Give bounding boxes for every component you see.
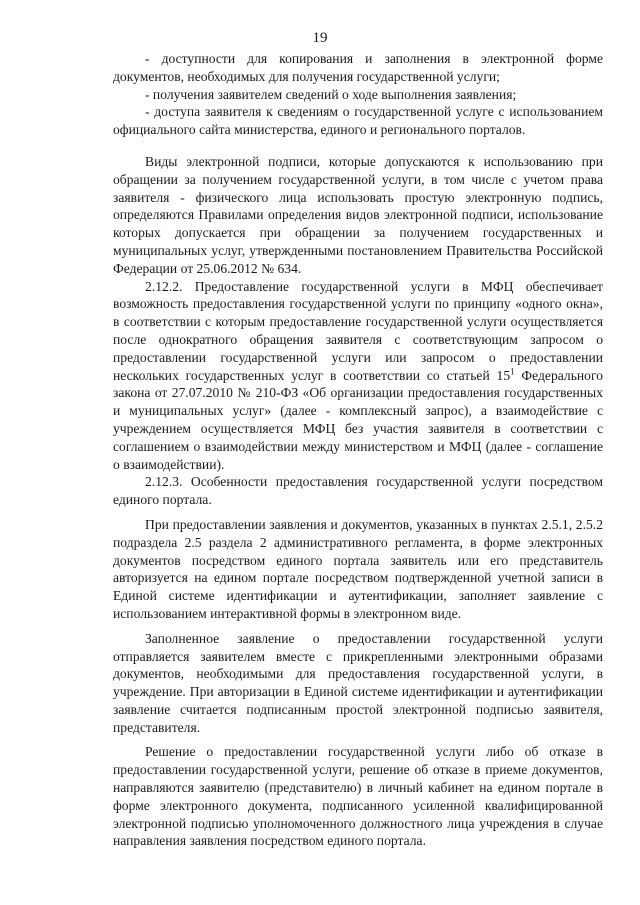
- paragraph-copy-fill-access: - доступности для копирования и заполнения в электронной форме документов, необходимых для получения государственной услуги;: [113, 51, 603, 84]
- paragraph-2-12-2: [113, 278, 603, 474]
- paragraph-filled-application: Заполненное заявление о предоставлении государственной услуги отправляется заявителем вместе с прикрепленными электронными образами документов, необходимыми для предоставления государственной услуги, в учреждение. При авторизации в Единой системе идентификации и аутентификации заявление считается подписанным простой электронной подписью заявителя, представителя.: [113, 630, 603, 735]
- paragraph-2-12-2-part1: 2.12.2. Предоставление государственной услуги в МФЦ обеспечивает возможность предоставления государственной услуги по принципу «одного окна», в соответствии с которым предоставление государственной услуги осуществляется после однократного обращения заявителя с соответствующим запросом о предоставлении государственной услуги или запросом о предоставлении нескольких государственных услуг в соответствии со статьей 15: [113, 278, 603, 383]
- document-body: [113, 50, 603, 850]
- page-number: 19: [312, 30, 328, 46]
- article-superscript: 1: [510, 366, 515, 377]
- paragraph-status-info: - получения заявителем сведений о ходе выполнения заявления;: [145, 86, 517, 102]
- paragraph-2-12-2-part2: Федерального закона от 27.07.2010 № 210-ФЗ «Об организации предоставления государственных и муниципальных услуг» (далее - комплексный запрос), а взаимодействие с учреждением осуществляется МФЦ без участия заявителя в соответствии с соглашением о взаимодействии между министерством и МФЦ (далее - соглашение о взаимодействии).: [113, 367, 604, 472]
- paragraph-electronic-signature: Виды электронной подписи, которые допускаются к использованию при обращении за получением государственной услуги, в том числе с учетом права заявителя - физического лица использовать простую электронную подпись, определяются Правилами определения видов электронной подписи, использование которых допускается при обращении за получением государственных и муниципальных услуг, утвержденными постановлением Правительства Российской Федерации от 25.06.2012 № 634.: [113, 153, 603, 276]
- paragraph-portal-access: - доступа заявителя к сведениям о государственной услуге с использованием официального сайта министерства, единого и регионального порталов.: [113, 104, 603, 138]
- paragraph-2-12-3: 2.12.3. Особенности предоставления государственной услуги посредством единого портала.: [113, 474, 603, 508]
- paragraph-decision: Решение о предоставлении государственной услуги либо об отказе в предоставлении государственной услуги, решение об отказе в приеме документов, направляются заявителю (представителю) в личный кабинет на едином портале в форме электронного документа, подписанного усиленной квалифицированной электронной подписью уполномоченного должностного лица учреждения в случае направления заявления посредством единого портала.: [113, 744, 603, 849]
- paragraph-application-submission: При предоставлении заявления и документов, указанных в пунктах 2.5.1, 2.5.2 подраздела 2.5 раздела 2 административного регламента, в форме электронных документов посредством единого портала заявитель или его представитель авторизуется на едином портале посредством подтвержденной учетной записи в Единой системе идентификации и аутентификации, заполняет заявление с использованием интерактивной формы в электронном виде.: [113, 516, 603, 621]
